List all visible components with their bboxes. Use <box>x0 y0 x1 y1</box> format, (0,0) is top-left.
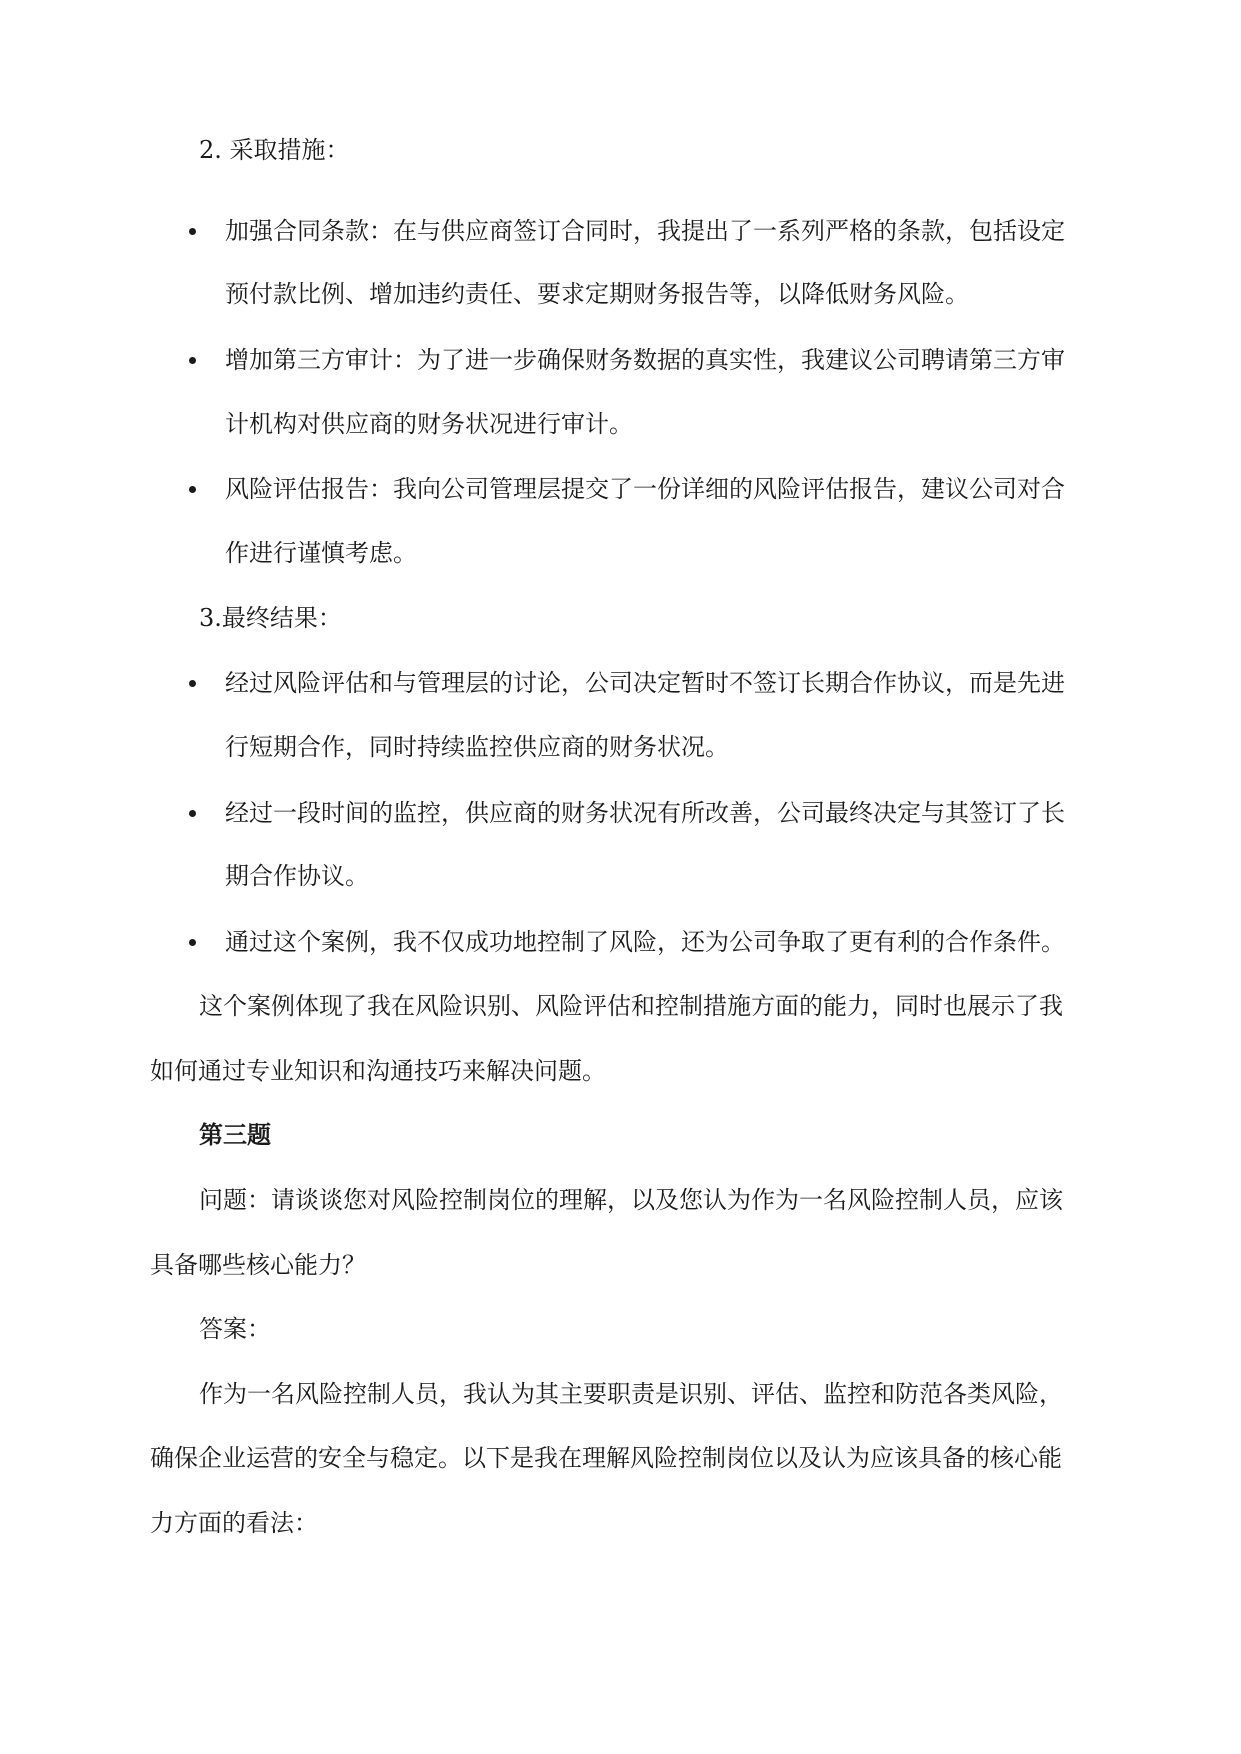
bullet-line: 加强合同条款：在与供应商签订合同时，我提出了一系列严格的条款，包括设定 <box>225 217 1065 245</box>
section-heading-measures: 2. 采取措施： <box>199 136 350 164</box>
bullet-dot <box>189 486 196 493</box>
summary-line: 这个案例体现了我在风险识别、风险评估和控制措施方面的能力，同时也展示了我 <box>199 992 1063 1020</box>
bullet-dot <box>189 357 196 364</box>
bullet-line: 作进行谨慎考虑。 <box>225 539 417 567</box>
section-heading-results: 3.最终结果： <box>199 604 342 632</box>
bullet-line: 风险评估报告：我向公司管理层提交了一份详细的风险评估报告，建议公司对合 <box>225 475 1065 503</box>
bullet-dot <box>189 810 196 817</box>
bullet-line: 通过这个案例，我不仅成功地控制了风险，还为公司争取了更有利的合作条件。 <box>225 928 1065 956</box>
bullet-line: 计机构对供应商的财务状况进行审计。 <box>225 410 633 438</box>
summary-line: 如何通过专业知识和沟通技巧来解决问题。 <box>150 1057 606 1085</box>
bullet-dot <box>189 939 196 946</box>
answer-line: 力方面的看法： <box>150 1509 318 1537</box>
bullet-line: 行短期合作，同时持续监控供应商的财务状况。 <box>225 733 729 761</box>
question-line: 具备哪些核心能力？ <box>150 1251 366 1279</box>
bullet-dot <box>189 228 196 235</box>
question-line: 问题：请谈谈您对风险控制岗位的理解，以及您认为作为一名风险控制人员，应该 <box>199 1186 1063 1214</box>
bullet-line: 增加第三方审计：为了进一步确保财务数据的真实性，我建议公司聘请第三方审 <box>225 346 1065 374</box>
bullet-dot <box>189 680 196 687</box>
answer-label: 答案： <box>199 1315 271 1343</box>
answer-line: 作为一名风险控制人员，我认为其主要职责是识别、评估、监控和防范各类风险， <box>199 1380 1063 1408</box>
bullet-line: 经过风险评估和与管理层的讨论，公司决定暂时不签订长期合作协议，而是先进 <box>225 669 1065 697</box>
bullet-line: 经过一段时间的监控，供应商的财务状况有所改善，公司最终决定与其签订了长 <box>225 799 1065 827</box>
bullet-line: 期合作协议。 <box>225 862 369 890</box>
answer-line: 确保企业运营的安全与稳定。以下是我在理解风险控制岗位以及认为应该具备的核心能 <box>150 1444 1062 1472</box>
bullet-line: 预付款比例、增加违约责任、要求定期财务报告等，以降低财务风险。 <box>225 280 969 308</box>
question-title: 第三题 <box>199 1121 271 1149</box>
